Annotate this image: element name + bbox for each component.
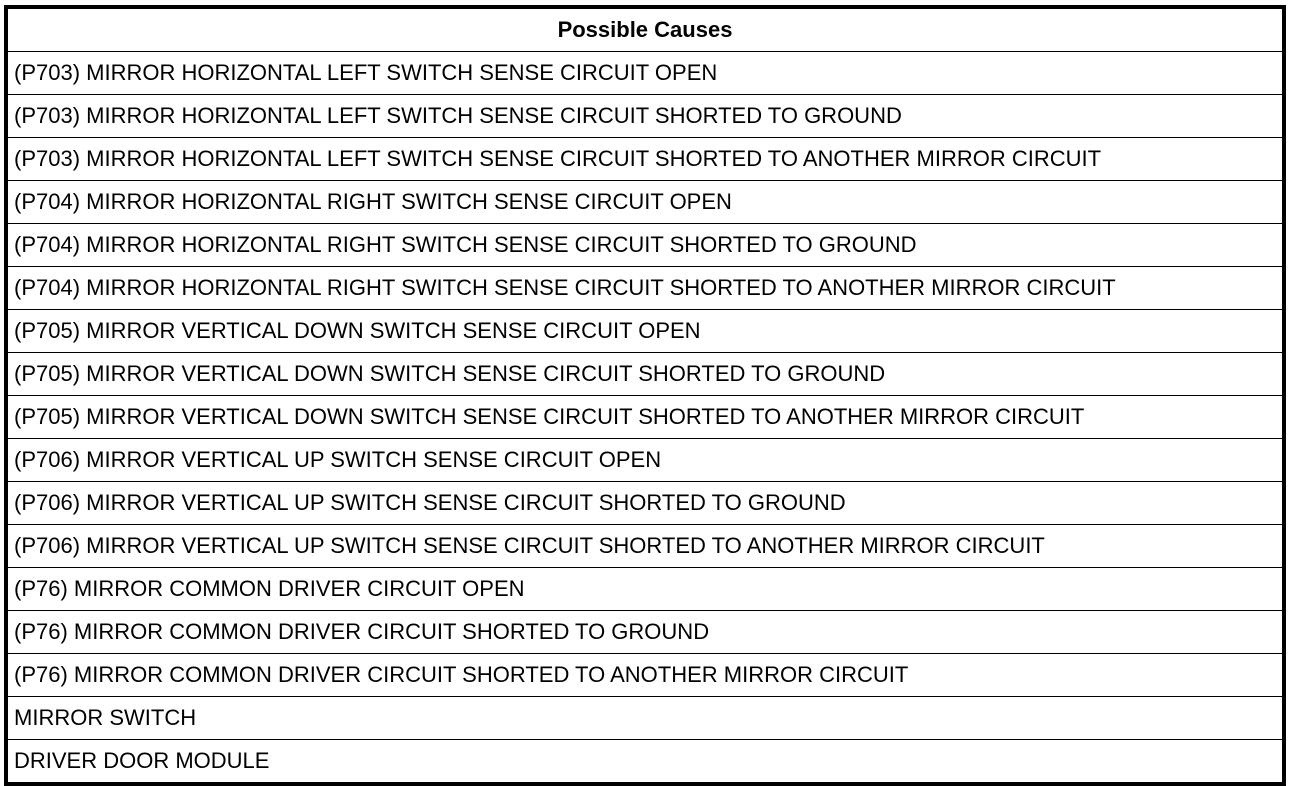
- cause-cell: (P703) MIRROR HORIZONTAL LEFT SWITCH SENSE CIRCUIT OPEN: [6, 52, 1284, 95]
- cause-cell: (P705) MIRROR VERTICAL DOWN SWITCH SENSE CIRCUIT SHORTED TO ANOTHER MIRROR CIRCUIT: [6, 396, 1284, 439]
- header-row: [6, 7, 1284, 52]
- table-row: [6, 353, 1284, 396]
- table-row: [6, 439, 1284, 482]
- table-row: [6, 697, 1284, 740]
- cause-cell: (P76) MIRROR COMMON DRIVER CIRCUIT SHORTED TO GROUND: [6, 611, 1284, 654]
- table-row: [6, 138, 1284, 181]
- cause-cell: (P704) MIRROR HORIZONTAL RIGHT SWITCH SENSE CIRCUIT OPEN: [6, 181, 1284, 224]
- table-head: [6, 7, 1284, 52]
- table-row: [6, 396, 1284, 439]
- cause-cell: (P704) MIRROR HORIZONTAL RIGHT SWITCH SENSE CIRCUIT SHORTED TO ANOTHER MIRROR CIRCUIT: [6, 267, 1284, 310]
- cause-cell: (P703) MIRROR HORIZONTAL LEFT SWITCH SENSE CIRCUIT SHORTED TO ANOTHER MIRROR CIRCUIT: [6, 138, 1284, 181]
- table-row: [6, 224, 1284, 267]
- cause-cell: (P705) MIRROR VERTICAL DOWN SWITCH SENSE CIRCUIT OPEN: [6, 310, 1284, 353]
- table-row: [6, 654, 1284, 697]
- cause-cell: (P706) MIRROR VERTICAL UP SWITCH SENSE CIRCUIT SHORTED TO GROUND: [6, 482, 1284, 525]
- cause-cell: DRIVER DOOR MODULE: [6, 740, 1284, 785]
- cause-cell: (P706) MIRROR VERTICAL UP SWITCH SENSE CIRCUIT OPEN: [6, 439, 1284, 482]
- table-row: [6, 181, 1284, 224]
- table-row: [6, 525, 1284, 568]
- cause-cell: (P76) MIRROR COMMON DRIVER CIRCUIT SHORTED TO ANOTHER MIRROR CIRCUIT: [6, 654, 1284, 697]
- table-body: [6, 52, 1284, 785]
- table-row: [6, 267, 1284, 310]
- cause-cell: (P705) MIRROR VERTICAL DOWN SWITCH SENSE CIRCUIT SHORTED TO GROUND: [6, 353, 1284, 396]
- table-row: [6, 568, 1284, 611]
- table-row: [6, 482, 1284, 525]
- cause-cell: (P76) MIRROR COMMON DRIVER CIRCUIT OPEN: [6, 568, 1284, 611]
- cause-cell: (P704) MIRROR HORIZONTAL RIGHT SWITCH SENSE CIRCUIT SHORTED TO GROUND: [6, 224, 1284, 267]
- possible-causes-header: Possible Causes: [6, 7, 1284, 52]
- cause-cell: (P703) MIRROR HORIZONTAL LEFT SWITCH SENSE CIRCUIT SHORTED TO GROUND: [6, 95, 1284, 138]
- cause-cell: (P706) MIRROR VERTICAL UP SWITCH SENSE CIRCUIT SHORTED TO ANOTHER MIRROR CIRCUIT: [6, 525, 1284, 568]
- table-row: [6, 52, 1284, 95]
- cause-cell: MIRROR SWITCH: [6, 697, 1284, 740]
- possible-causes-table: [4, 5, 1286, 786]
- table-row: [6, 611, 1284, 654]
- table-row: [6, 740, 1284, 785]
- table-row: [6, 310, 1284, 353]
- table-row: [6, 95, 1284, 138]
